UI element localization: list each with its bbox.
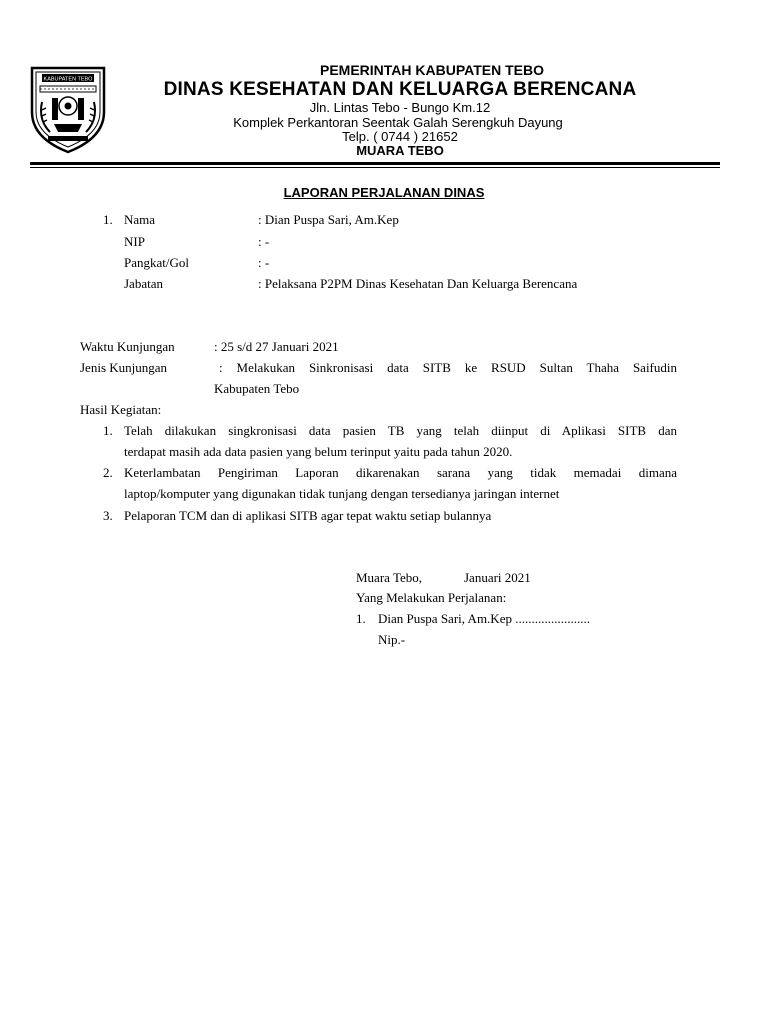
visit-time-label: Waktu Kunjungan <box>80 339 175 354</box>
identity-value-nip: : - <box>258 234 270 249</box>
identity-label-nip: NIP <box>124 234 145 249</box>
results-label: Hasil Kegiatan: <box>80 402 162 417</box>
result-2-number: 2. <box>103 465 113 480</box>
identity-value-position: : Pelaksana P2PM Dinas Kesehatan Dan Keluarga Berencana <box>258 276 578 291</box>
result-1-line2: terdapat masih ada data pasien yang belum terinput yaitu pada tahun 2020. <box>124 444 513 459</box>
visit-time-value: : 25 s/d 27 Januari 2021 <box>214 339 339 354</box>
logo-ribbon-text: KABUPATEN TEBO <box>43 76 93 83</box>
signature-date: Januari 2021 <box>464 570 531 585</box>
result-2-line1: Keterlambatan Pengiriman Laporan dikarenakan sarana yang tidak memadai dimana <box>124 465 677 480</box>
result-2-line2: laptop/komputer yang digunakan tidak tunjang dengan tersedianya jaringan internet <box>124 486 560 501</box>
identity-value-name: : Dian Puspa Sari, Am.Kep <box>258 212 399 227</box>
header-phone: Telp. ( 0744 ) 21652 <box>342 129 458 144</box>
identity-label-name: Nama <box>124 212 156 227</box>
visit-type-value: : Melakukan Sinkronisasi data SITB ke RSUD Sultan Thaha Saifudin <box>219 360 677 375</box>
signature-name: Dian Puspa Sari, Am.Kep ....................... <box>378 611 590 626</box>
result-3-line1: Pelaporan TCM dan di aplikasi SITB agar tepat waktu setiap bulannya <box>124 508 492 523</box>
signature-heading: Yang Melakukan Perjalanan: <box>356 590 507 605</box>
identity-value-rank: : - <box>258 255 270 270</box>
visit-type-label: Jenis Kunjungan <box>80 360 168 375</box>
visit-type-value-cont: Kabupaten Tebo <box>214 381 300 396</box>
identity-label-position: Jabatan <box>124 276 163 291</box>
signature-place: Muara Tebo, <box>356 570 422 585</box>
identity-label-rank: Pangkat/Gol <box>124 255 189 270</box>
document-title: LAPORAN PERJALANAN DINAS <box>283 185 485 200</box>
result-1-line1: Telah dilakukan singkronisasi data pasien TB yang telah diinput di Aplikasi SITB dan <box>124 423 677 438</box>
header-divider-thick <box>30 162 720 165</box>
regency-emblem-logo <box>28 62 108 154</box>
header-address: Jln. Lintas Tebo - Bungo Km.12 <box>309 100 491 115</box>
header-divider-thin <box>30 167 720 168</box>
header-city: MUARA TEBO <box>356 143 444 158</box>
identity-number: 1. <box>103 212 113 227</box>
signature-nip: Nip.- <box>378 632 406 647</box>
result-3-number: 3. <box>103 508 113 523</box>
signature-number: 1. <box>356 611 366 626</box>
header-complex: Komplek Perkantoran Seentak Galah Serengkuh Dayung <box>233 115 563 130</box>
result-1-number: 1. <box>103 423 113 438</box>
header-agency-name: DINAS KESEHATAN DAN KELUARGA BERENCANA <box>163 79 637 100</box>
header-government: PEMERINTAH KABUPATEN TEBO <box>320 62 544 78</box>
